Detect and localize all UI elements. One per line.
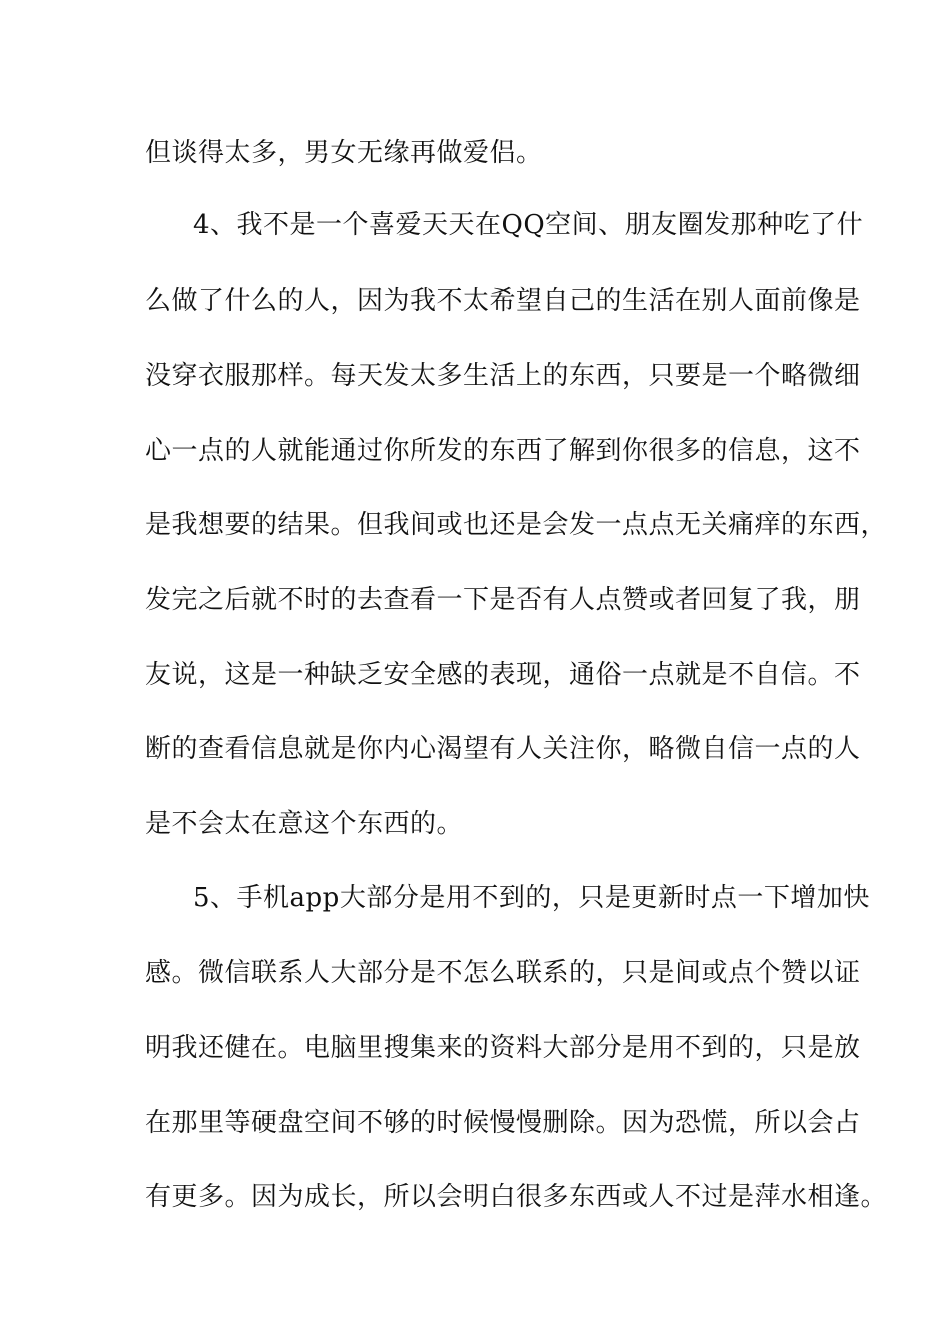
text-line: 是不会太在意这个东西的。 (145, 809, 464, 839)
text-line: 心一点的人就能通过你所发的东西了解到你很多的信息，这不 (145, 436, 861, 466)
text-line: 有更多。因为成长，所以会明白很多东西或人不过是萍水相逢。 (145, 1182, 888, 1212)
text-line: 在那里等硬盘空间不够的时候慢慢删除。因为恐慌，所以会占 (145, 1108, 861, 1138)
text-line: 么做了什么的人，因为我不太希望自己的生活在别人面前像是 (145, 286, 861, 316)
paragraph-5-first-line: 5、手机app大部分是用不到的，只是更新时点一下增加快 (193, 883, 870, 913)
text-line: 明我还健在。电脑里搜集来的资料大部分是用不到的，只是放 (145, 1033, 861, 1063)
text-line: 发完之后就不时的去查看一下是否有人点赞或者回复了我，朋 (145, 585, 861, 615)
paragraph-4-first-line: 4、我不是一个喜爱天天在QQ空间、朋友圈发那种吃了什 (193, 210, 864, 240)
text-line: 友说，这是一种缺乏安全感的表现，通俗一点就是不自信。不 (145, 660, 861, 690)
text-line: 感。微信联系人大部分是不怎么联系的，只是间或点个赞以证 (145, 958, 861, 988)
text-line: 断的查看信息就是你内心渴望有人关注你，略微自信一点的人 (145, 734, 861, 764)
text-line: 是我想要的结果。但我间或也还是会发一点点无关痛痒的东西， (145, 510, 888, 540)
text-line: 但谈得太多，男女无缘再做爱侣。 (145, 138, 543, 168)
text-line: 没穿衣服那样。每天发太多生活上的东西，只要是一个略微细 (145, 361, 861, 391)
